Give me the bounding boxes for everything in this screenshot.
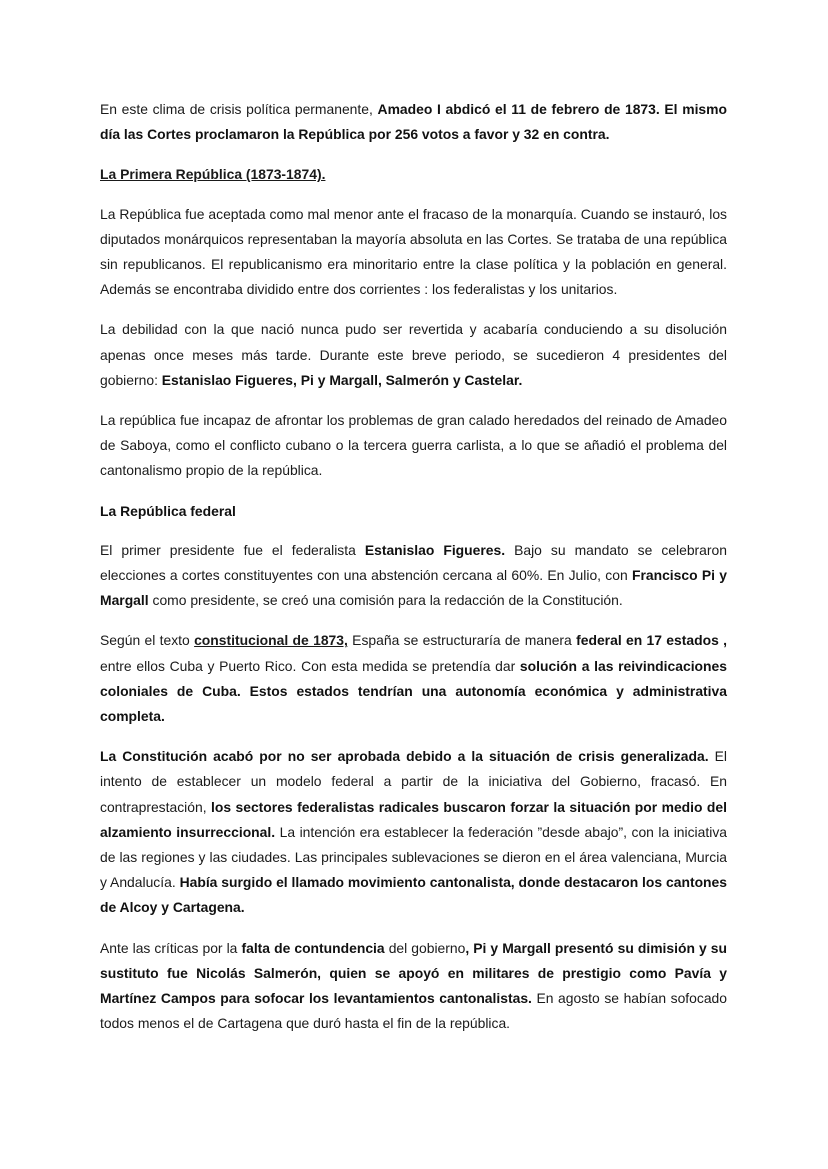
bold-text: federal en 17 estados ,	[576, 632, 727, 649]
text-run: En agosto se habían sofocado todos menos el de Cartagena que duró hasta el fin de la república.	[100, 990, 727, 1032]
body-paragraph	[100, 408, 727, 484]
text-run: El intento de establecer un modelo federal a partir de la iniciativa del Gobierno, fracasó. En contraprestación,	[100, 748, 727, 815]
bold-text: solución a las reivindicaciones coloniales de Cuba. Estos estados tendrían una autonomía económica y administrativa completa.	[100, 657, 727, 725]
text-run: Bajo su mandato se celebraron elecciones a cortes constituyentes con una abstención cercana al 60%. En Julio, con	[100, 541, 727, 584]
section-heading	[100, 499, 727, 524]
text-run: El primer presidente fue el federalista	[100, 541, 365, 558]
bold-text: falta de contundencia	[241, 939, 385, 956]
text-run: La intención era establecer la federación ”desde abajo”, con la iniciativa de las regiones y las ciudades. Las principales sublevaciones se dieron en el área valenciana, Murcia y Andalucía.	[100, 823, 727, 891]
text-run: La república fue incapaz de afrontar los problemas de gran calado heredados del reinado de Amadeo de Saboya, como el conflicto cubano o la tercera guerra carlista, a lo que se añadió el problema del cantonalismo propio de la república.	[100, 412, 727, 479]
text-run: como presidente, se creó una comisión para la redacción de la Constitución.	[148, 592, 623, 609]
bold-text: los sectores federalistas radicales buscaron forzar la situación por medio del alzamiento insurreccional.	[100, 798, 728, 840]
text-run: España se estructuraría de manera	[347, 632, 577, 649]
bold-text: La Constitución acabó por no ser aprobada debido a la situación de crisis generalizada.	[100, 748, 709, 765]
body-paragraph	[100, 97, 727, 147]
body-paragraph	[100, 317, 727, 393]
text-run: La debilidad con la que nació nunca pudo ser revertida y acabaría conduciendo a su disolución apenas once meses más tarde. Durante este breve periodo, se sucedieron 4 presidentes del gobierno:	[100, 321, 727, 388]
document-page	[100, 97, 727, 1052]
section-heading	[100, 162, 727, 187]
text-run: del gobierno	[384, 939, 466, 956]
text-run: Según el texto	[100, 632, 195, 649]
text-run: entre ellos Cuba y Puerto Rico. Con esta medida se pretendía dar	[100, 657, 520, 674]
bold-text: La República federal	[100, 502, 236, 519]
underlined-text: constitucional de 1873,	[194, 632, 348, 649]
text-run: En este clima de crisis política permanente,	[100, 101, 378, 117]
body-paragraph	[100, 744, 727, 920]
bold-text: Amadeo I abdicó el 11 de febrero de 1873. El mismo día las Cortes proclamaron la República por 256 votos a favor y 32 en contra.	[100, 101, 727, 143]
text-run: La República fue aceptada como mal menor ante el fracaso de la monarquía. Cuando se instauró, los diputados monárquicos representaban la mayoría absoluta en las Cortes. Se trataba de una república sin republicanos. El republicanismo era minoritario entre la clase política y la población en general. Además se encontraba dividido entre dos corrientes : los federalistas y los unitarios.	[100, 205, 727, 298]
text-run: Ante las críticas por la	[100, 939, 242, 956]
bold-text: Estanislao Figueres, Pi y Margall, Salmerón y Castelar.	[161, 371, 523, 388]
body-paragraph	[100, 936, 727, 1037]
body-paragraph	[100, 538, 727, 614]
bold-text: , Pi y Margall presentó su dimisión y su sustituto fue Nicolás Salmerón, quien se apoyó en militares de prestigio como Pavía y Martínez Campos para sofocar los levantamientos cantonalistas.	[100, 939, 727, 1007]
body-paragraph	[100, 628, 727, 729]
bold-text: Estanislao Figueres.	[364, 541, 506, 558]
body-paragraph	[100, 202, 727, 303]
bold-text: Francisco Pi y Margall	[100, 567, 727, 609]
underlined-text: La Primera República (1873-1874).	[100, 166, 326, 183]
bold-text: Había surgido el llamado movimiento cantonalista, donde destacaron los cantones de Alcoy y Cartagena.	[100, 874, 727, 916]
